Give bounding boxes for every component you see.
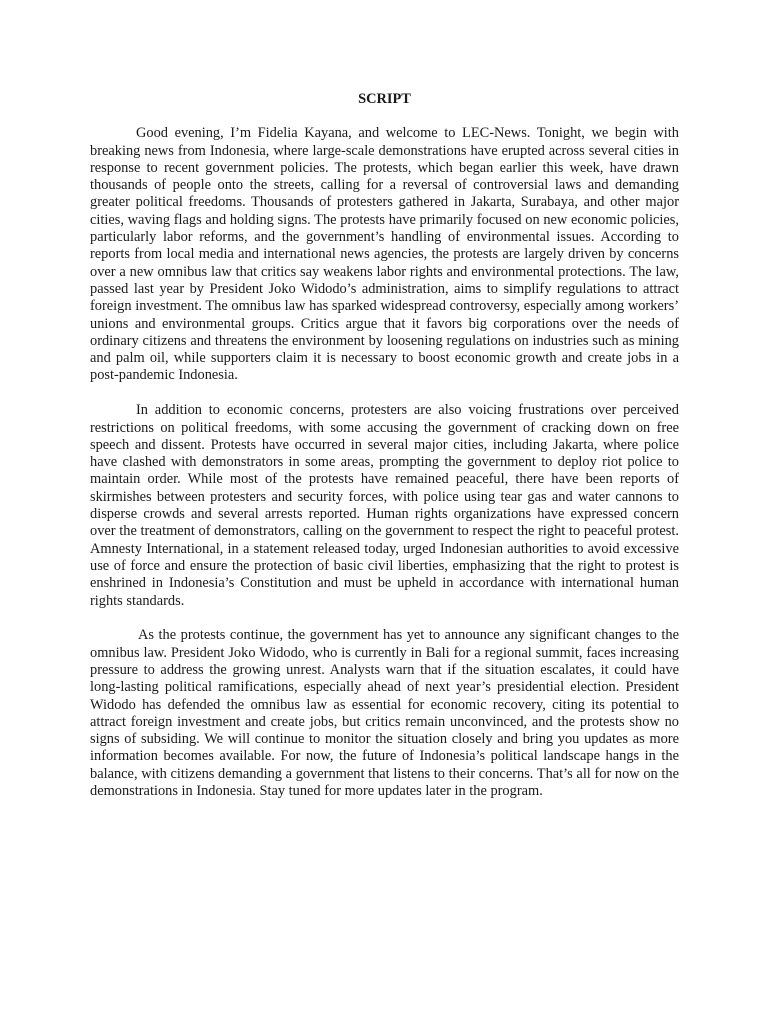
document-body: [90, 91, 679, 818]
paragraph-1: Good evening, I’m Fidelia Kayana, and welcome to LEC-News. Tonight, we begin with breaking news from Indonesia, where large-scale demonstrations have erupted across several cities in response to recent government policies. The protests, which began earlier this week, have drawn thousands of people onto the streets, calling for a reversal of controversial laws and demanding greater political freedoms. Thousands of protesters gathered in Jakarta, Surabaya, and other major cities, waving flags and holding signs. The protests have primarily focused on new economic policies, particularly labor reforms, and the government’s handling of environmental issues. According to reports from local media and international news agencies, the protests are largely driven by concerns over a new omnibus law that critics say weakens labor rights and environmental protections. The law, passed last year by President Joko Widodo’s administration, aims to simplify regulations to attract foreign investment. The omnibus law has sparked widespread controversy, especially among workers’ unions and environmental groups. Critics argue that it favors big corporations over the needs of ordinary citizens and threatens the environment by loosening regulations on industries such as mining and palm oil, while supporters claim it is necessary to boost economic growth and create jobs in a post-pandemic Indonesia.: [90, 125, 679, 384]
document-title: SCRIPT: [358, 91, 411, 107]
paragraph-2: In addition to economic concerns, protesters are also voicing frustrations over perceived restrictions on political freedoms, with some accusing the government of cracking down on free speech and dissent. Protests have occurred in several major cities, including Jakarta, where police have clashed with demonstrators in some areas, prompting the government to deploy riot police to maintain order. While most of the protests have remained peaceful, there have been reports of skirmishes between protesters and security forces, with police using tear gas and water cannons to disperse crowds and several arrests reported. Human rights organizations have expressed concern over the treatment of demonstrators, calling on the government to respect the right to peaceful protest. Amnesty International, in a statement released today, urged Indonesian authorities to avoid excessive use of force and ensure the protection of basic civil liberties, emphasizing that the right to protest is enshrined in Indonesia’s Constitution and must be upheld in accordance with international human rights standards.: [90, 402, 679, 609]
paragraph-3: As the protests continue, the government has yet to announce any significant changes to the omnibus law. President Joko Widodo, who is currently in Bali for a regional summit, faces increasing pressure to address the growing unrest. Analysts warn that if the situation escalates, it could have long-lasting political ramifications, especially ahead of next year’s presidential election. President Widodo has defended the omnibus law as essential for economic recovery, citing its potential to attract foreign investment and create jobs, but critics remain unconvinced, and the protests show no signs of subsiding. We will continue to monitor the situation closely and bring you updates as more information becomes available. For now, the future of Indonesia’s political landscape hangs in the balance, with citizens demanding a government that listens to their concerns. That’s all for now on the demonstrations in Indonesia. Stay tuned for more updates later in the program.: [90, 627, 679, 799]
